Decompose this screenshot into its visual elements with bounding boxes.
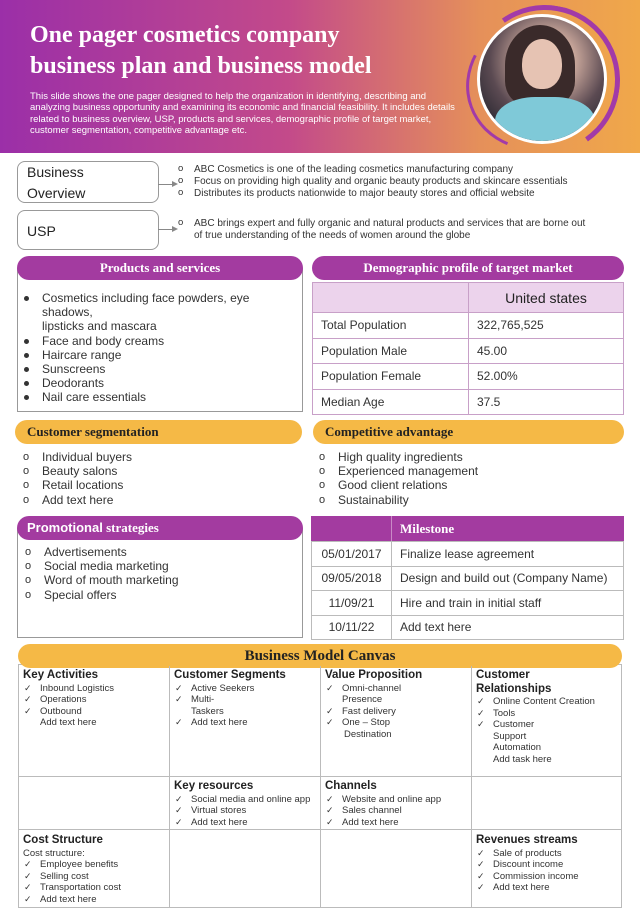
item-line-1: One – Stop xyxy=(342,717,391,729)
usp-line-2: of true understanding of the needs of women around the globe xyxy=(194,230,471,241)
label-line-1: Business xyxy=(27,164,84,180)
canvas-title: Business Model Canvas xyxy=(18,644,622,668)
list-item: ✓ Outbound xyxy=(23,706,167,718)
cell-title: Key resources xyxy=(174,780,254,792)
value-proposition-list xyxy=(325,683,469,741)
key-resources-list xyxy=(174,794,318,829)
cell-title: Customer Segments xyxy=(174,669,286,681)
row-label: Population Female xyxy=(313,364,469,390)
grid-line xyxy=(18,776,622,777)
list-item xyxy=(325,683,469,706)
list-item: ✓ Fast delivery xyxy=(325,706,469,718)
grid-line xyxy=(18,829,622,830)
list-item: o Experienced management xyxy=(318,464,608,478)
list-item: Automation xyxy=(493,742,542,754)
list-item: ✓ Online Content Creation xyxy=(476,696,620,708)
usp-line-1: ABC brings expert and fully organic and natural products and services that are borne out xyxy=(194,218,586,229)
milestone-task: Add text here xyxy=(392,615,624,640)
page-title xyxy=(30,20,470,82)
business-overview-list xyxy=(178,164,628,200)
table-row xyxy=(312,615,624,640)
list-item: Add text here xyxy=(40,717,97,729)
item-line-2: Destination xyxy=(344,728,392,740)
table-row xyxy=(313,338,624,364)
list-item: ✓ Transportation cost xyxy=(23,882,167,894)
row-value: 322,765,525 xyxy=(469,313,624,339)
table-row xyxy=(313,364,624,390)
competitive-header: Competitive advantage xyxy=(313,420,624,444)
list-item: o Word of mouth marketing xyxy=(24,573,294,587)
divider xyxy=(391,516,392,542)
list-item: ✓ Active Seekers xyxy=(174,683,318,695)
cost-structure-list xyxy=(23,859,167,905)
list-item: ✓ Add text here xyxy=(23,894,167,906)
table-header-row xyxy=(313,283,624,313)
table-cell xyxy=(313,283,469,313)
list-item: ✓ Customer xyxy=(476,719,620,731)
customer-segments-cell xyxy=(174,669,318,729)
list-item: o ABC Cosmetics is one of the leading cosmetics manufacturing company xyxy=(178,164,628,176)
segmentation-header: Customer segmentation xyxy=(15,420,302,444)
photo-face xyxy=(522,39,562,89)
usp-list xyxy=(178,218,628,242)
cell-title: Revenues streams xyxy=(476,834,578,846)
header-part-2: strategies xyxy=(102,520,159,535)
row-label: Population Male xyxy=(313,338,469,364)
list-item: ✓ Sale of products xyxy=(476,848,620,860)
list-item: Haircare range xyxy=(18,348,302,362)
table-row xyxy=(312,591,624,616)
item-line-2: Taskers xyxy=(191,705,224,717)
key-activities-list xyxy=(23,683,167,729)
demographic-header: Demographic profile of target market xyxy=(312,256,624,280)
milestone-task: Finalize lease agreement xyxy=(392,542,624,567)
list-item: ✓ Discount income xyxy=(476,859,620,871)
milestone-date: 10/11/22 xyxy=(312,615,392,640)
header-part-1: Promotional xyxy=(27,520,103,535)
grid-line xyxy=(169,666,170,908)
table-row xyxy=(312,566,624,591)
list-item: o Focus on providing high quality and organic beauty products and skincare essentials xyxy=(178,176,628,188)
list-item: o Add text here xyxy=(22,493,292,507)
promotional-list xyxy=(24,545,294,602)
cell-title: Value Proposition xyxy=(325,669,423,681)
list-item xyxy=(325,717,469,740)
channels-cell xyxy=(325,780,469,828)
key-resources-cell xyxy=(174,780,318,828)
milestone-date: 09/05/2018 xyxy=(312,566,392,591)
list-item: ✓ Website and online app xyxy=(325,794,469,806)
page-description: This slide shows the one pager designed to help the organization in identifying, describing and analyzing business opportunity and examining its economic and financial feasibility. It includes details related to business overview, USP, products and services, demographic profile of target market, customer segmentation, competitive advantage etc. xyxy=(30,91,455,137)
customer-relationships-cell xyxy=(476,669,620,766)
milestone-date: 11/09/21 xyxy=(312,591,392,616)
milestone-task: Design and build out (Company Name) xyxy=(392,566,624,591)
products-header: Products and services xyxy=(17,256,303,280)
table-row xyxy=(312,542,624,567)
customer-segments-list xyxy=(174,683,318,729)
milestone-table xyxy=(311,541,624,640)
list-item: ✓ Virtual stores xyxy=(174,805,318,817)
revenue-streams-list xyxy=(476,848,620,894)
list-item: ✓ Selling cost xyxy=(23,871,167,883)
column-header: United states xyxy=(469,283,624,313)
row-label: Median Age xyxy=(313,389,469,415)
cell-title-line-2: Relationships xyxy=(476,682,552,695)
business-overview-label xyxy=(17,161,159,203)
list-item: o Distributes its products nationwide to major beauty stores and official website xyxy=(178,188,628,200)
label-line-2: Overview xyxy=(27,185,86,201)
list-item: ✓ Add text here xyxy=(476,882,620,894)
item-line-2: lipsticks and mascara xyxy=(42,319,157,334)
item-line-2: Presence xyxy=(342,694,383,706)
milestone-task: Hire and train in initial staff xyxy=(392,591,624,616)
list-item: Support xyxy=(493,730,527,742)
list-item: Sunscreens xyxy=(18,362,302,376)
list-item: o Advertisements xyxy=(24,545,294,559)
list-item: Nail care essentials xyxy=(18,390,302,404)
key-activities-cell xyxy=(23,669,167,729)
list-item: ✓ Sales channel xyxy=(325,805,469,817)
list-item: o Beauty salons xyxy=(22,464,292,478)
list-item: o Good client relations xyxy=(318,478,608,492)
photo-jacket xyxy=(495,97,595,144)
list-item: ✓ Social media and online app xyxy=(174,794,318,806)
list-item: o Individual buyers xyxy=(22,450,292,464)
row-label: Total Population xyxy=(313,313,469,339)
title-line-2: business plan and business model xyxy=(30,53,372,79)
cost-structure-cell xyxy=(23,834,167,905)
products-list xyxy=(18,291,302,405)
row-value: 45.00 xyxy=(469,338,624,364)
list-item: o Social media marketing xyxy=(24,559,294,573)
grid-line xyxy=(320,666,321,908)
customer-relationships-list xyxy=(476,696,620,766)
cell-title: Channels xyxy=(325,780,377,792)
list-item: ✓ Operations xyxy=(23,694,167,706)
arrow-icon xyxy=(158,229,176,230)
value-proposition-cell xyxy=(325,669,469,740)
cell-title: Cost Structure xyxy=(23,834,103,846)
list-item: o Sustainability xyxy=(318,493,608,507)
list-item xyxy=(174,694,318,717)
list-item: Add task here xyxy=(493,753,552,765)
table-row xyxy=(313,389,624,415)
list-item: ✓ Inbound Logistics xyxy=(23,683,167,695)
revenue-streams-cell xyxy=(476,834,620,894)
table-row xyxy=(313,313,624,339)
cell-title: Key Activities xyxy=(23,669,98,681)
title-line-1: One pager cosmetics company xyxy=(30,22,340,48)
usp-label: USP xyxy=(17,210,159,250)
demographic-table xyxy=(312,282,624,415)
list-item: o Special offers xyxy=(24,588,294,602)
list-item: ✓ Add text here xyxy=(325,817,469,829)
competitive-list xyxy=(318,450,608,507)
segmentation-list xyxy=(22,450,292,507)
cell-title-line-1: Customer xyxy=(476,669,530,681)
arrow-icon xyxy=(158,184,176,185)
promotional-header xyxy=(17,516,303,540)
row-value: 37.5 xyxy=(469,389,624,415)
item-line-1: Omni-channel xyxy=(342,682,402,694)
cell-subtitle: Cost structure: xyxy=(23,847,85,859)
list-item: o Retail locations xyxy=(22,478,292,492)
grid-line xyxy=(471,666,472,908)
item-line-1: Cosmetics including face powders, eye shadows, xyxy=(42,291,250,320)
list-item: Deodorants xyxy=(18,376,302,390)
list-item: ✓ Add text here xyxy=(174,717,318,729)
list-item xyxy=(178,218,628,242)
milestone-date: 05/01/2017 xyxy=(312,542,392,567)
list-item: ✓ Add text here xyxy=(174,817,318,829)
list-item: ✓ Tools xyxy=(476,708,620,720)
list-item: ✓ Employee benefits xyxy=(23,859,167,871)
milestone-header: Milestone xyxy=(400,521,455,536)
list-item: Face and body creams xyxy=(18,334,302,348)
channels-list xyxy=(325,794,469,829)
milestone-header-bar xyxy=(311,516,624,542)
list-item: ✓ Commission income xyxy=(476,871,620,883)
list-item: o High quality ingredients xyxy=(318,450,608,464)
list-item xyxy=(18,291,302,334)
row-value: 52.00% xyxy=(469,364,624,390)
model-photo xyxy=(477,14,607,144)
item-line-1: Multi- xyxy=(191,694,215,706)
